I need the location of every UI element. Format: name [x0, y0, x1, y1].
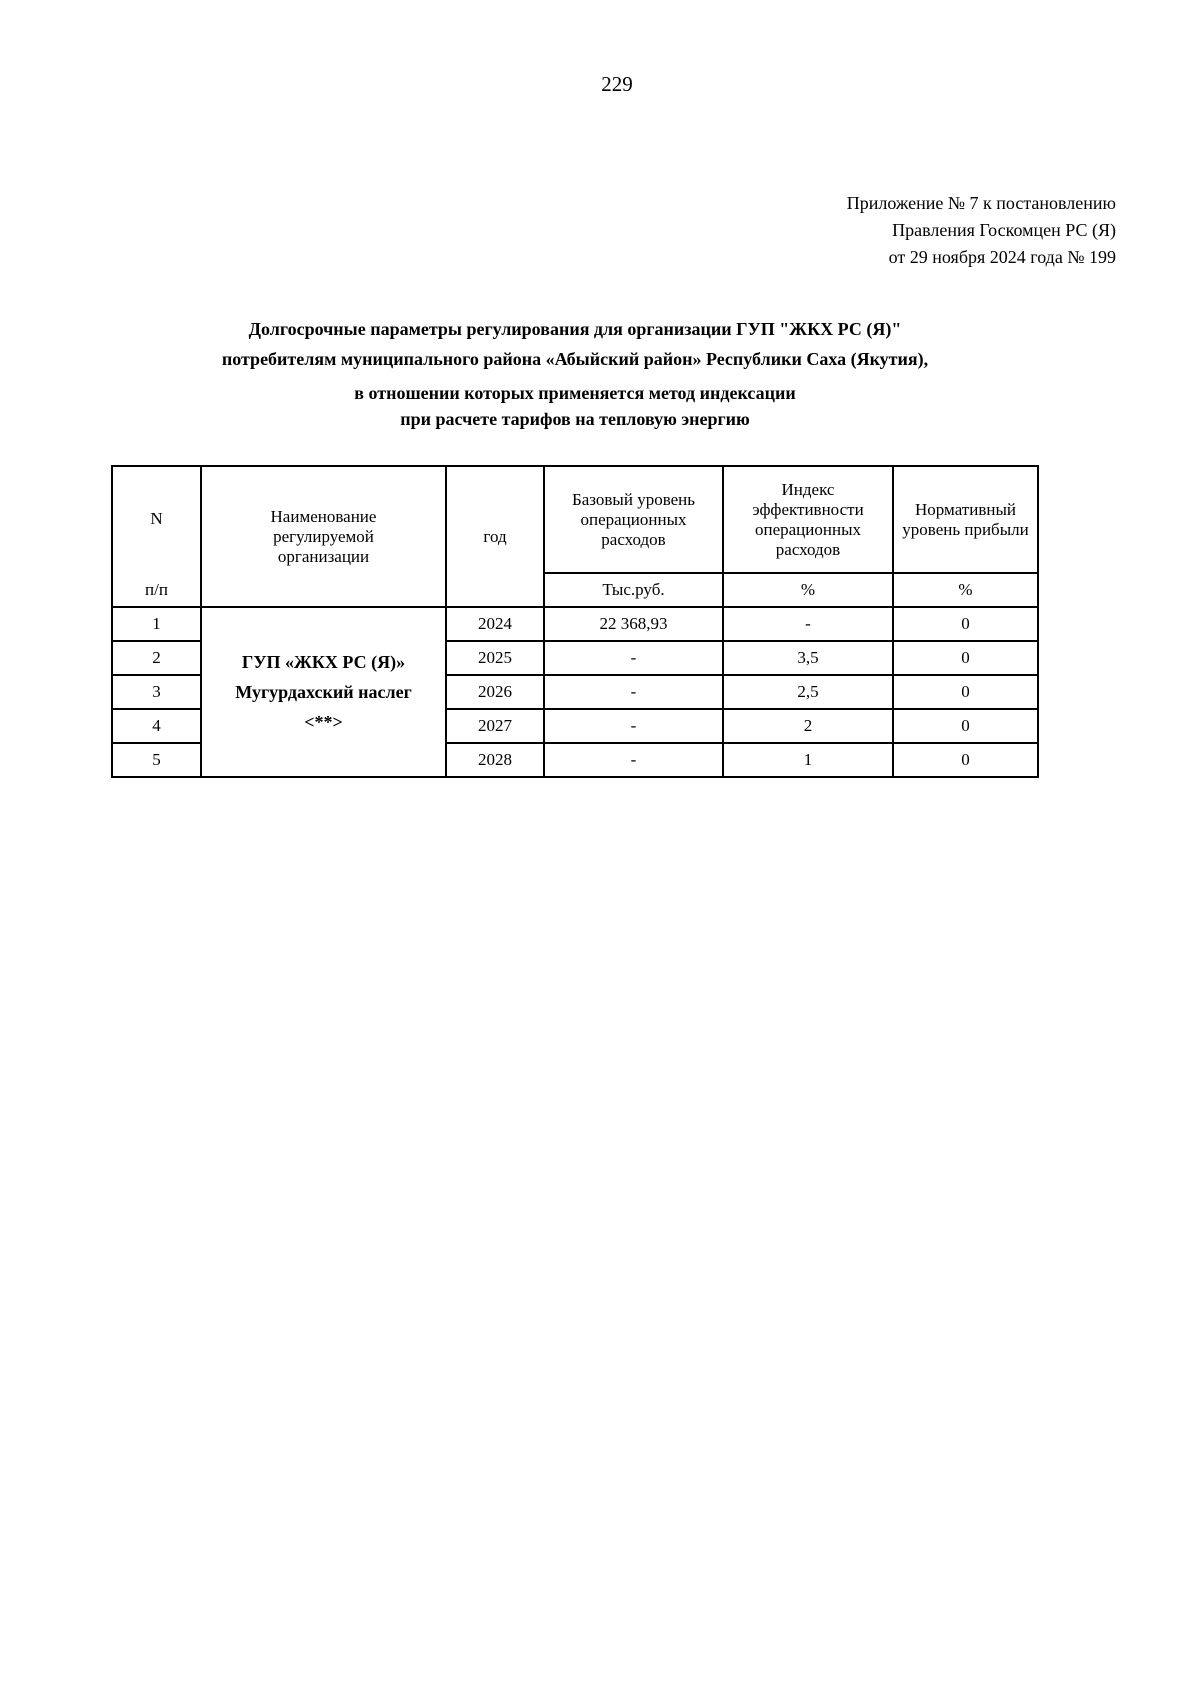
regulation-parameters-table: [111, 465, 1039, 778]
table-row: [112, 607, 1038, 641]
row-number: 2: [112, 641, 201, 675]
organization-settlement: Мугурдахский наслег: [235, 682, 412, 702]
header-base-costs: [544, 466, 723, 573]
appendix-line-3: от 29 ноября 2024 года № 199: [888, 247, 1116, 267]
row-year: 2028: [446, 743, 544, 777]
unit-efficiency-index: %: [723, 573, 893, 607]
row-normative-profit: 0: [893, 675, 1038, 709]
row-efficiency-index: 3,5: [723, 641, 893, 675]
row-efficiency-index: 2: [723, 709, 893, 743]
row-normative-profit: 0: [893, 709, 1038, 743]
row-base-costs: -: [544, 743, 723, 777]
organization-name-cell: [201, 607, 446, 777]
row-base-costs: -: [544, 675, 723, 709]
appendix-line-1: Приложение № 7 к постановлению: [846, 193, 1116, 213]
row-normative-profit: 0: [893, 641, 1038, 675]
row-normative-profit: 0: [893, 607, 1038, 641]
header-number-bottom: п/п: [145, 580, 168, 599]
row-year: 2024: [446, 607, 544, 641]
header-organization-name: [201, 466, 446, 607]
organization-note-mark: <**>: [304, 712, 343, 732]
title-line-4: при расчете тарифов на тепловую энергию: [400, 409, 750, 429]
header-efficiency-index: [723, 466, 893, 573]
unit-normative-profit: %: [893, 573, 1038, 607]
header-base-costs-text: Базовый уровень операционных расходов: [571, 489, 696, 549]
document-title: [110, 314, 1040, 432]
organization-name: ГУП «ЖКХ РС (Я)»: [241, 652, 406, 672]
row-base-costs: -: [544, 709, 723, 743]
header-normative-profit-text: Нормативный уровень прибыли: [902, 499, 1029, 539]
row-efficiency-index: 2,5: [723, 675, 893, 709]
row-number: 1: [112, 607, 201, 641]
row-base-costs: -: [544, 641, 723, 675]
appendix-reference: [847, 190, 1116, 271]
row-normative-profit: 0: [893, 743, 1038, 777]
row-number: 3: [112, 675, 201, 709]
header-number: [112, 466, 201, 607]
row-year: 2025: [446, 641, 544, 675]
row-year: 2026: [446, 675, 544, 709]
row-number: 4: [112, 709, 201, 743]
appendix-line-2: Правления Госкомцен РС (Я): [892, 220, 1116, 240]
header-organization-name-text: Наименование регулируемой организации: [270, 506, 377, 566]
title-line-1: Долгосрочные параметры регулирования для организации ГУП "ЖКХ РС (Я)": [248, 319, 902, 339]
row-number: 5: [112, 743, 201, 777]
row-efficiency-index: 1: [723, 743, 893, 777]
header-number-top: N: [150, 509, 163, 528]
header-normative-profit: [893, 466, 1038, 573]
header-efficiency-index-text: Индекс эффективности операционных расходов: [752, 479, 864, 559]
page-number: 229: [601, 72, 633, 96]
title-line-3: в отношении которых применяется метод индексации: [354, 383, 796, 403]
unit-base-costs: Тыс.руб.: [544, 573, 723, 607]
row-efficiency-index: -: [723, 607, 893, 641]
row-year: 2027: [446, 709, 544, 743]
title-line-2: потребителям муниципального района «Абыйский район» Республики Саха (Якутия),: [221, 349, 929, 369]
header-year: год: [446, 466, 544, 607]
row-base-costs: 22 368,93: [544, 607, 723, 641]
